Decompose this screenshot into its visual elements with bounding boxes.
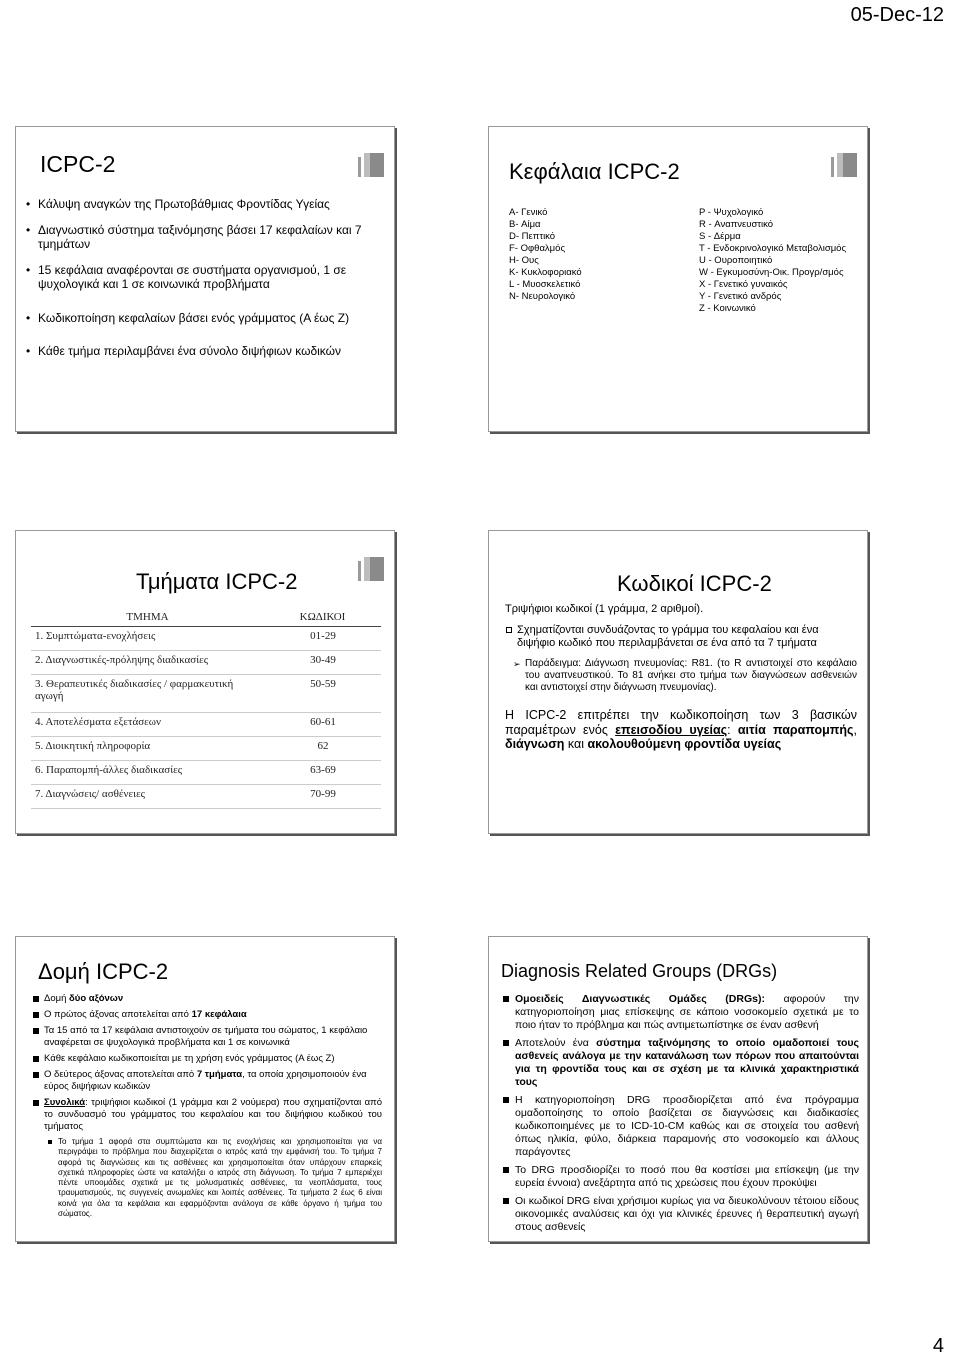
table-row bbox=[31, 713, 381, 737]
bullet-text: Δομή bbox=[44, 993, 70, 1004]
table-row bbox=[31, 627, 381, 651]
section-cell: 7. Διαγνώσεις/ ασθένειες bbox=[31, 785, 264, 809]
page-number: 4 bbox=[932, 1335, 944, 1357]
bullet-item bbox=[503, 1037, 859, 1089]
chapter-item: K- Κυκλοφοριακό bbox=[509, 267, 582, 278]
codes-cell: 60-61 bbox=[264, 713, 381, 737]
chapter-item: X - Γενετικό γυναικός bbox=[699, 279, 788, 290]
column-header-section: ΤΜΗΜΑ bbox=[31, 609, 264, 627]
chapter-item: H- Ους bbox=[509, 255, 539, 266]
chapter-item: R - Αναπνευστικό bbox=[699, 219, 774, 230]
chapter-item: W - Εγκυμοσύνη-Οικ. Προγρ/σμός bbox=[699, 267, 844, 278]
bullet-emphasis: Ομοειδείς Διαγνωστικές Ομάδες (DRGs): bbox=[515, 993, 765, 1005]
section-cell: 1. Συμπτώματα-ενοχλήσεις bbox=[31, 627, 264, 651]
bullet-text: Ο πρώτος άξονας αποτελείται από bbox=[44, 1009, 192, 1020]
slide-body bbox=[503, 993, 859, 1239]
summary-text: και bbox=[564, 737, 588, 751]
chapter-list-right bbox=[699, 207, 846, 315]
chapter-item: A- Γενικό bbox=[509, 207, 548, 218]
chapter-item: S - Δέρμα bbox=[699, 231, 741, 242]
bullet-text: , τα οποία χρησιμοποιούν ένα εύρος διψήφιων κωδικών bbox=[44, 1069, 367, 1092]
slide-title: Τμήματα ICPC-2 bbox=[136, 569, 298, 594]
chapter-item: T - Ενδοκρινολογικό Μεταβολισμός bbox=[699, 243, 847, 254]
intro-text: Τριψήφιοι κωδικοί (1 γράμμα, 2 αριθμοί). bbox=[505, 603, 704, 615]
slide-corner-decoration bbox=[358, 153, 384, 177]
slide-title: Δομή ICPC-2 bbox=[38, 959, 169, 984]
bullet-emphasis: σύστημα ταξινόμησης το οποίο ομαδοποιεί τους ασθενείς ανάλογα με την κατανάλωση των πόρων που απαιτούνται για τη φροντίδα τους και σε σχέση με τα κλινικά χαρακτηριστικά τους bbox=[515, 1037, 859, 1088]
slide-body bbox=[505, 603, 857, 760]
bullet-emphasis: 7 τμήματα bbox=[196, 1069, 243, 1080]
column-header-codes: ΚΩΔΙΚΟΙ bbox=[264, 609, 381, 627]
table-row bbox=[31, 651, 381, 675]
header-date: 05-Dec-12 bbox=[850, 4, 944, 26]
chapter-item: U - Ουροποιητικό bbox=[699, 255, 773, 266]
slide-corner-decoration bbox=[358, 557, 384, 581]
bullet-item bbox=[32, 1069, 382, 1093]
chapter-item: Y - Γενετικό ανδρός bbox=[699, 291, 782, 302]
emphasis-followup: ακολουθούμενη φροντίδα υγείας bbox=[587, 737, 782, 751]
summary-text: : bbox=[727, 722, 738, 737]
bullet-item: • Κωδικοποίηση κεφαλαίων βάσει ενός γράμματος (Α έως Ζ) bbox=[26, 311, 380, 326]
table-row bbox=[31, 675, 381, 713]
section-cell: 6. Παραπομπή-άλλες διαδικασίες bbox=[31, 761, 264, 785]
bullet-item bbox=[32, 1009, 382, 1021]
slide-title: Diagnosis Related Groups (DRGs) bbox=[501, 961, 778, 981]
bullet-item bbox=[503, 993, 859, 1032]
summary-text: , bbox=[853, 722, 857, 737]
chapter-item: B- Αίμα bbox=[509, 219, 541, 230]
square-bullet-item: Σχηματίζονται συνδυάζοντας το γράμμα του κεφαλαίου και ένα διψήφιο κωδικό που περιλαμβάνεται σε ένα από τα 7 τμήματα bbox=[505, 624, 857, 650]
sections-table bbox=[31, 609, 381, 809]
slide-icpc2-chapters bbox=[488, 126, 868, 432]
sub-bullet-item: Το τμήμα 1 αφορά στα συμπτώματα και τις ενοχλήσεις και χρησιμοποιείται για να περιγράψει το πρόβλημα που διαχειρίζεται ο ιατρός κατά την εμφάνισή του. Το τμήμα 7 αφορά τις διαγνώσεις και τις ασθένειες και χρησιμοποιείται όταν υπάρχουν επαρκείς σχετικά πληροφορίες ώστε να καταλήξει ο ιατρός στη διάγνωση. Το τμήμα 7 εμπεριέχει πέντε υποομάδες σχετικά με τις μολυσματικές ασθένειες, τα νεοπλάσματα, τους τραυματισμούς, τις συγγενείς ανωμαλίες και λοιπές ασθένειες. Τα τμήματα 2 έως 6 είναι κοινά για όλα τα κεφάλαια και εφαρμόζονται ανάλογα σε κάθε όργανο ή τμήμα του σώματος. bbox=[32, 1137, 382, 1219]
slide-icpc2-sections bbox=[15, 530, 395, 834]
chapter-item: D- Πεπτικό bbox=[509, 231, 556, 242]
emphasis-diagnosis: διάγνωση bbox=[505, 737, 565, 751]
table-row bbox=[31, 785, 381, 809]
slide-title: ICPC-2 bbox=[40, 151, 116, 177]
bullet-emphasis: Συνολικά bbox=[44, 1097, 86, 1108]
chapter-item: P - Ψυχολογικό bbox=[699, 207, 764, 218]
bullet-text: : τριψήφιοι κωδικοί (1 γράμμα και 2 νούμερα) που σχηματίζονται από το συνδυασμό του γράμματος του κεφαλαίου και του διψήφιου κωδικού του τμήματος bbox=[44, 1097, 382, 1132]
slide-icpc2-codes bbox=[488, 530, 868, 834]
slide-icpc2-structure bbox=[15, 936, 395, 1242]
section-cell: 3. Θεραπευτικές διαδικασίες / φαρμακευτική αγωγή bbox=[31, 675, 264, 713]
slide-title: Κεφάλαια ICPC-2 bbox=[509, 159, 680, 184]
bullet-item: Το DRG προσδιορίζει το ποσό που θα κοστίσει μια επίσκεψη (με την ευρεία έννοια) ανεξάρτητα από τις χρεώσεις που έχουν προκύψει bbox=[503, 1164, 859, 1190]
chapter-list-left bbox=[509, 207, 582, 303]
section-cell: 5. Διοικητική πληροφορία bbox=[31, 737, 264, 761]
bullet-text: αφορούν την κατηγοριοποίηση μιας επίσκεψης σε κάποιο νοσοκομείο σχετικά με το ποιο ήταν το πρόβλημα και πώς αντιμετωπίστηκε σε έναν ασθενή bbox=[515, 993, 859, 1031]
section-cell: 2. Διαγνωστικές-πρόληψης διαδικασίες bbox=[31, 651, 264, 675]
emphasis-cause: αιτία παραπομπής bbox=[737, 722, 854, 737]
codes-cell: 70-99 bbox=[264, 785, 381, 809]
bullet-item: Η κατηγοριοποίηση DRG προσδιορίζεται από ένα πρόγραμμα ομαδοποίησης το οποίο βασίζεται σε διαγνώσεις και διαδικασίες κωδικοποιημένες με το ICD-10-CM καθώς και σε στοιχεία του ασθενή όπως ηλικία, φύλο, διάρκεια παραμονής στο νοσοκομείο και άλλους παράγοντες bbox=[503, 1094, 859, 1159]
summary-paragraph bbox=[505, 708, 857, 752]
bullet-text: Ο δεύτερος άξονας αποτελείται από bbox=[44, 1069, 197, 1080]
slide-drgs bbox=[488, 936, 868, 1242]
bullet-item: Κάθε κεφάλαιο κωδικοποιείται με τη χρήση ενός γράμματος (Α έως Ζ) bbox=[32, 1053, 382, 1065]
chapter-item: N- Νευρολογικό bbox=[509, 291, 576, 302]
bullet-emphasis: 17 κεφάλαια bbox=[191, 1009, 247, 1020]
section-cell: 4. Αποτελέσματα εξετάσεων bbox=[31, 713, 264, 737]
bullet-item: • Διαγνωστικό σύστημα ταξινόμησης βάσει 17 κεφαλαίων και 7 τμημάτων bbox=[26, 223, 380, 252]
codes-cell: 63-69 bbox=[264, 761, 381, 785]
bullet-emphasis: δύο αξόνων bbox=[69, 993, 124, 1004]
chapter-item: F- Οφθαλμός bbox=[509, 243, 566, 254]
bullet-item: • Κάλυψη αναγκών της Πρωτοβάθμιας Φροντίδας Υγείας bbox=[26, 197, 380, 212]
slide-body bbox=[32, 993, 382, 1222]
codes-cell: 62 bbox=[264, 737, 381, 761]
chapter-item: Z - Κοινωνικό bbox=[699, 303, 756, 314]
table-row bbox=[31, 737, 381, 761]
slide-title: Κωδικοί ICPC-2 bbox=[617, 571, 772, 596]
slide-icpc2-overview bbox=[15, 126, 395, 432]
codes-cell: 30-49 bbox=[264, 651, 381, 675]
example-item: ➢ Παράδειγμα: Διάγνωση πνευμονίας: R81. (το R αντιστοιχεί στο κεφάλαιο του αναπνευστικού. Το 81 ανήκει στο τμήμα των διαγνώσεων ασθενειών και αντιστοιχεί στην διάγνωση πνευμονίας). bbox=[505, 658, 857, 694]
bullet-item: • Κάθε τμήμα περιλαμβάνει ένα σύνολο διψήφιων κωδικών bbox=[26, 344, 380, 359]
chapter-item: L - Μυοσκελετικό bbox=[509, 279, 581, 290]
bullet-item: Τα 15 από τα 17 κεφάλαια αντιστοιχούν σε τμήματα του σώματος, 1 κεφάλαιο αναφέρεται σε ψυχολογικά προβλήματα και 1 σε κοινωνικά bbox=[32, 1025, 382, 1049]
bullet-item: Οι κωδικοί DRG είναι χρήσιμοι κυρίως για να διευκολύνουν τέτοιου είδους οικονομικές αναλύσεις και όχι για κλινικές έρευνες ή θεραπευτική αγωγή στους ασθενείς bbox=[503, 1195, 859, 1234]
table-header-row bbox=[31, 609, 381, 627]
codes-cell: 01-29 bbox=[264, 627, 381, 651]
slide-corner-decoration bbox=[831, 153, 857, 177]
emphasis-episode: επεισοδίου υγείας bbox=[615, 722, 728, 737]
codes-cell: 50-59 bbox=[264, 675, 381, 713]
bullet-item bbox=[32, 1097, 382, 1133]
summary-text: Η ICPC-2 επιτρέπει την κωδικοποίηση των 3 βασικών παραμέτρων ενός bbox=[505, 708, 857, 737]
table-row bbox=[31, 761, 381, 785]
bullet-text: Αποτελούν ένα bbox=[515, 1037, 597, 1049]
bullet-item: • 15 κεφάλαια αναφέρονται σε συστήματα οργανισμού, 1 σε ψυχολογικά και 1 σε κοινωνικά προβλήματα bbox=[26, 263, 380, 292]
bullet-item bbox=[32, 993, 382, 1005]
bullet-list bbox=[26, 197, 380, 370]
